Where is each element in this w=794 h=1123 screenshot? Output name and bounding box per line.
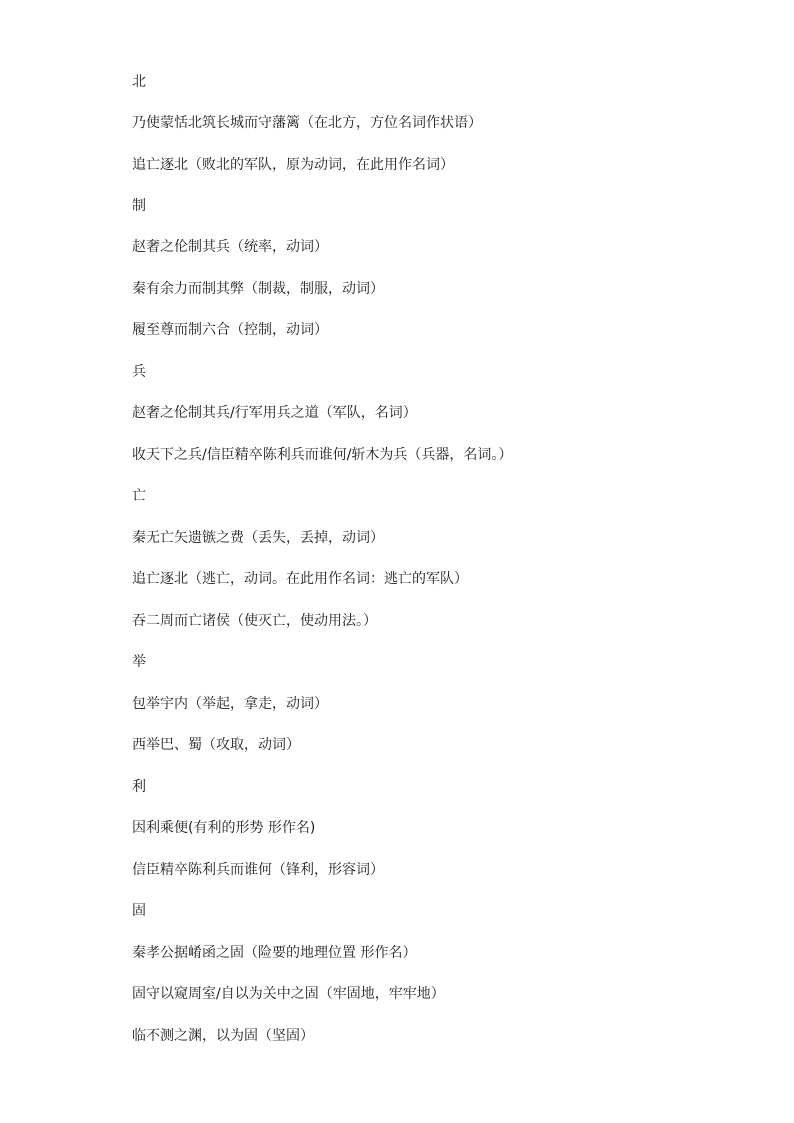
example-line: 吞二周而亡诸侯（使灭亡，使动用法。）	[132, 613, 377, 629]
heading-gu: 固	[132, 903, 146, 919]
heading-bing: 兵	[132, 364, 146, 380]
example-line: 包举宇内（举起，拿走，动词）	[132, 696, 328, 712]
example-line: 信臣精卒陈利兵而谁何（锋利，形容词）	[132, 862, 384, 878]
example-line: 西举巴、蜀（攻取，动词）	[132, 737, 300, 753]
example-line: 收天下之兵/信臣精卒陈利兵而谁何/斩木为兵（兵器，名词。）	[132, 447, 513, 463]
example-line: 秦有余力而制其弊（制裁，制服，动词）	[132, 281, 384, 297]
example-line: 因利乘便(有利的形势 形作名)	[132, 820, 316, 836]
heading-li: 利	[132, 779, 146, 795]
heading-zhi: 制	[132, 198, 146, 214]
heading-wang: 亡	[132, 488, 146, 504]
heading-bei: 北	[132, 74, 146, 90]
example-line: 赵奢之伦制其兵（统率，动词）	[132, 239, 328, 255]
heading-ju: 举	[132, 654, 146, 670]
example-line: 履至尊而制六合（控制，动词）	[132, 322, 328, 338]
example-line: 赵奢之伦制其兵/行军用兵之道（军队，名词）	[132, 405, 417, 421]
example-line: 乃使蒙恬北筑长城而守藩篱（在北方，方位名词作状语）	[132, 115, 482, 131]
example-line: 追亡逐北（逃亡，动词。在此用作名词：逃亡的军队）	[132, 571, 468, 587]
example-line: 临不测之渊，以为固（坚固）	[132, 1028, 314, 1044]
example-line: 秦无亡矢遗镞之费（丢失，丢掉，动词）	[132, 530, 384, 546]
example-line: 秦孝公据崤函之固（险要的地理位置 形作名）	[132, 945, 417, 961]
example-line: 追亡逐北（败北的军队，原为动词，在此用作名词）	[132, 157, 454, 173]
example-line: 固守以窥周室/自以为关中之固（牢固地，牢牢地）	[132, 986, 445, 1002]
